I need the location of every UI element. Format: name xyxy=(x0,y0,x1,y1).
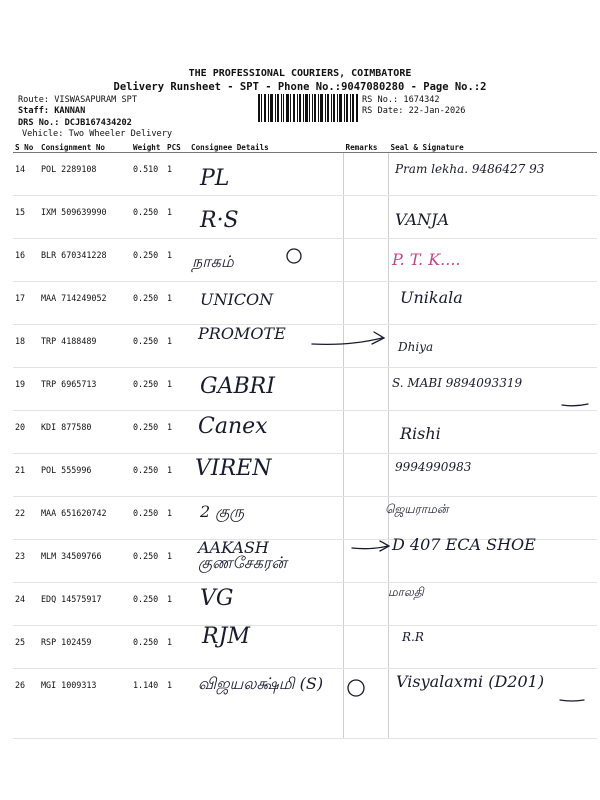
row-sno: 22 xyxy=(13,497,39,540)
staff-label: Staff: xyxy=(18,106,50,116)
row-sno: 19 xyxy=(13,368,39,411)
rs-date: RS Date: 22-Jan-2026 xyxy=(362,106,466,116)
row-consignment: MLM 34509766 xyxy=(39,540,131,583)
row-weight: 0.250 xyxy=(131,411,165,454)
col-pcs: PCS xyxy=(165,142,189,153)
row-consignment: TRP 4188489 xyxy=(39,325,131,368)
row-sno: 15 xyxy=(13,196,39,239)
row-sno: 26 xyxy=(13,669,39,739)
vehicle-text: Vehicle: Two Wheeler Delivery xyxy=(22,129,173,139)
row-weight: 0.250 xyxy=(131,497,165,540)
handwritten-consignee: GABRI xyxy=(200,374,275,399)
route-text: Route: VISWASAPURAM SPT xyxy=(18,95,137,105)
handwritten-signature: Dhiya xyxy=(398,340,434,354)
handwritten-consignee: Canex xyxy=(198,414,268,439)
row-weight: 0.250 xyxy=(131,282,165,325)
row-weight: 0.510 xyxy=(131,153,165,196)
row-weight: 0.250 xyxy=(131,325,165,368)
col-weight: Weight xyxy=(131,142,165,153)
row-sno: 14 xyxy=(13,153,39,196)
row-consignment: MGI 1009313 xyxy=(39,669,131,739)
col-sno: S No xyxy=(13,142,39,153)
row-weight: 1.140 xyxy=(131,669,165,739)
handwritten-consignee: VIREN xyxy=(195,456,272,481)
col-seal: Seal & Signature xyxy=(389,142,598,153)
handwritten-signature: P. T. K.... xyxy=(392,250,461,269)
handwritten-consignee: AAKASH குணசேகரன் xyxy=(198,538,287,572)
row-weight: 0.250 xyxy=(131,583,165,626)
row-sno: 17 xyxy=(13,282,39,325)
runsheet-title: Delivery Runsheet - SPT - Phone No.:9047080280 - Page No.:2 xyxy=(113,81,487,93)
rs-number: RS No.: 1674342 xyxy=(362,95,440,105)
col-consignment: Consignment No xyxy=(39,142,131,153)
row-pcs: 1 xyxy=(165,454,189,497)
handwritten-signature: Pram lekha. 9486427 93 xyxy=(395,162,545,176)
row-consignment: RSP 102459 xyxy=(39,626,131,669)
row-pcs: 1 xyxy=(165,282,189,325)
handwritten-consignee: 2 குரு xyxy=(200,502,245,521)
row-consignment: IXM 509639990 xyxy=(39,196,131,239)
row-consignment: MAA 651620742 xyxy=(39,497,131,540)
handwritten-signature: மாலதி xyxy=(388,585,424,599)
drs-label: DRS No.: xyxy=(18,118,60,128)
row-sno: 23 xyxy=(13,540,39,583)
handwritten-consignee: RJM xyxy=(202,624,250,649)
handwritten-consignee: VG xyxy=(200,586,234,611)
row-pcs: 1 xyxy=(165,153,189,196)
handwritten-signature: ஜெயராமன் xyxy=(385,502,449,516)
row-sno: 16 xyxy=(13,239,39,282)
row-consignment: MAA 714249052 xyxy=(39,282,131,325)
handwritten-signature: Visyalaxmi (D201) xyxy=(396,672,545,691)
row-sno: 24 xyxy=(13,583,39,626)
row-pcs: 1 xyxy=(165,626,189,669)
handwritten-consignee: நாகம் xyxy=(192,252,234,271)
handwritten-signature: S. MABI 9894093319 xyxy=(392,376,523,390)
row-pcs: 1 xyxy=(165,497,189,540)
handwritten-signature: D 407 ECA SHOE xyxy=(392,535,536,554)
row-pcs: 1 xyxy=(165,669,189,739)
row-consignment: POL 555996 xyxy=(39,454,131,497)
row-consignment: KDI 877580 xyxy=(39,411,131,454)
handwritten-signature: 9994990983 xyxy=(395,460,472,474)
row-pcs: 1 xyxy=(165,583,189,626)
handwritten-consignee: UNICON xyxy=(200,290,274,309)
row-weight: 0.250 xyxy=(131,239,165,282)
row-pcs: 1 xyxy=(165,540,189,583)
staff-value: KANNAN xyxy=(54,106,86,116)
row-pcs: 1 xyxy=(165,196,189,239)
row-weight: 0.250 xyxy=(131,626,165,669)
handwritten-signature: R.R xyxy=(402,630,424,644)
row-sno: 21 xyxy=(13,454,39,497)
row-consignment: TRP 6965713 xyxy=(39,368,131,411)
row-weight: 0.250 xyxy=(131,540,165,583)
row-consignment: EDQ 14575917 xyxy=(39,583,131,626)
col-details: Consignee Details xyxy=(189,142,344,153)
row-weight: 0.250 xyxy=(131,368,165,411)
handwritten-consignee: PL xyxy=(200,166,230,191)
handwritten-consignee: R·S xyxy=(200,208,239,233)
handwritten-signature: VANJA xyxy=(395,210,449,229)
row-pcs: 1 xyxy=(165,411,189,454)
handwritten-consignee: விஜயலக்ஷ்மி (S) xyxy=(198,674,324,693)
handwritten-signature: Unikala xyxy=(400,288,463,307)
row-sno: 20 xyxy=(13,411,39,454)
handwritten-signature: Rishi xyxy=(400,424,441,443)
company-title: THE PROFESSIONAL COURIERS, COIMBATORE xyxy=(188,68,412,79)
row-sno: 25 xyxy=(13,626,39,669)
row-weight: 0.250 xyxy=(131,454,165,497)
col-remarks: Remarks xyxy=(344,142,389,153)
row-consignment: POL 2289108 xyxy=(39,153,131,196)
row-pcs: 1 xyxy=(165,239,189,282)
row-pcs: 1 xyxy=(165,368,189,411)
drs-value: DCJB167434202 xyxy=(64,118,132,128)
row-sno: 18 xyxy=(13,325,39,368)
row-pcs: 1 xyxy=(165,325,189,368)
row-consignment: BLR 670341228 xyxy=(39,239,131,282)
row-weight: 0.250 xyxy=(131,196,165,239)
handwritten-consignee: PROMOTE xyxy=(198,324,286,343)
